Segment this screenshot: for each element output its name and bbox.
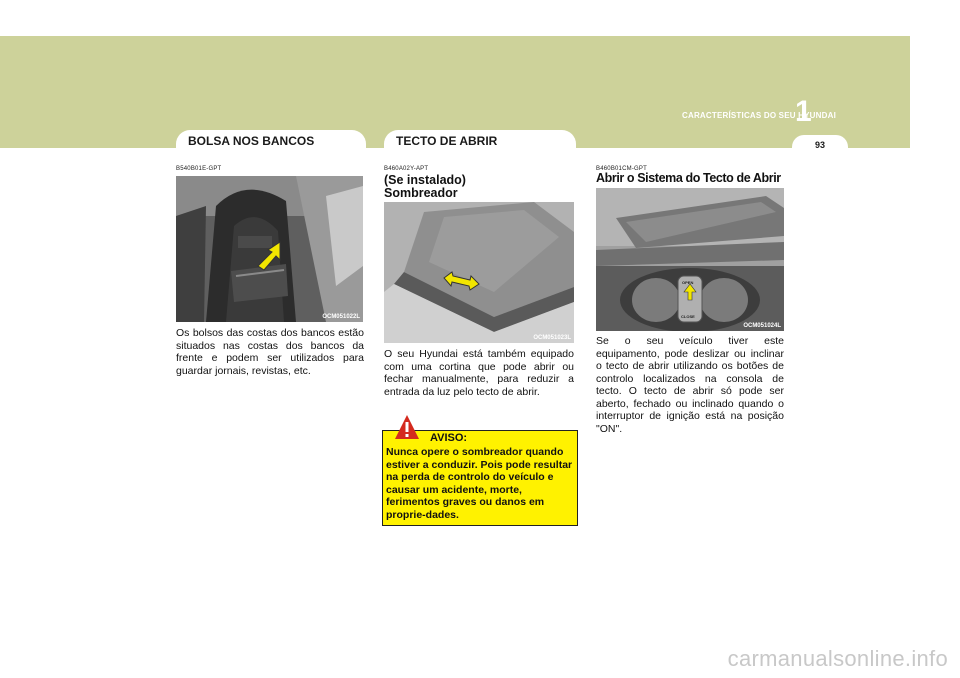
sunshade-heading-installed: (Se instalado) [384,173,466,187]
sunroof-operation-heading: Abrir o Sistema do Tecto de Abrir [596,171,781,185]
sunroof-photo-code: OCM051024L [743,323,781,329]
page-number: 93 [814,140,825,150]
seat-pocket-photo [176,176,363,322]
sunshade-heading: Sombreador [384,186,458,200]
section-tab-sunroof: TECTO DE ABRIR [384,130,576,152]
sunshade-illustration [384,202,574,343]
sunshade-description: O seu Hyundai está também equipado com uma cortina que pode abrir ou fechar manualmente, para reduzir a entrada da luz pelo tecto de abrir. [384,348,574,398]
sunroof-description: Se o seu veículo tiver este equipamento, pode deslizar ou inclinar o tecto de abrir utilizando os botões de controlo localizados na consola de tecto. O tecto de abrir só pode ser aberto, fechado ou inclinado quando o interruptor de ignição está na posição "ON". [596,335,784,435]
warning-text: Nunca opere o sombreador quando estiver a conduzir. Pois pode resultar na perda de controlo do veículo e causar um acidente, morte, ferimentos graves ou danos em proprie-dades. [386,446,573,521]
sunroof-open-label: OPEN [682,280,694,285]
section-tab-seat-pockets: BOLSA NOS BANCOS [176,130,366,152]
middle-section-code: B460A02Y-APT [384,166,429,172]
warning-title: AVISO: [430,432,468,444]
sunroof-illustration [596,188,784,331]
seat-pocket-photo-code: OCM051022L [322,314,360,320]
sunshade-photo [384,202,574,343]
exclamation-triangle-icon [394,414,420,440]
seat-pocket-description: Os bolsos das costas dos bancos estão situados nas costas dos bancos da frente e podem ser utilizados para guardar jornais, revistas, etc. [176,327,364,377]
right-section-code: B460B01CM-GPT [596,166,647,172]
sunroof-close-label: CLOSE [681,314,695,319]
left-section-code: B540B01E-GPT [176,166,222,172]
chapter-title: CARACTERÍSTICAS DO SEU HYUNDAI [681,111,836,120]
chapter-number: 1 [795,95,812,128]
sunroof-photo [596,188,784,331]
sunshade-photo-code: OCM051023L [533,335,571,341]
seat-pocket-illustration [176,176,363,322]
watermark: carmanualsonline.info [727,646,948,671]
